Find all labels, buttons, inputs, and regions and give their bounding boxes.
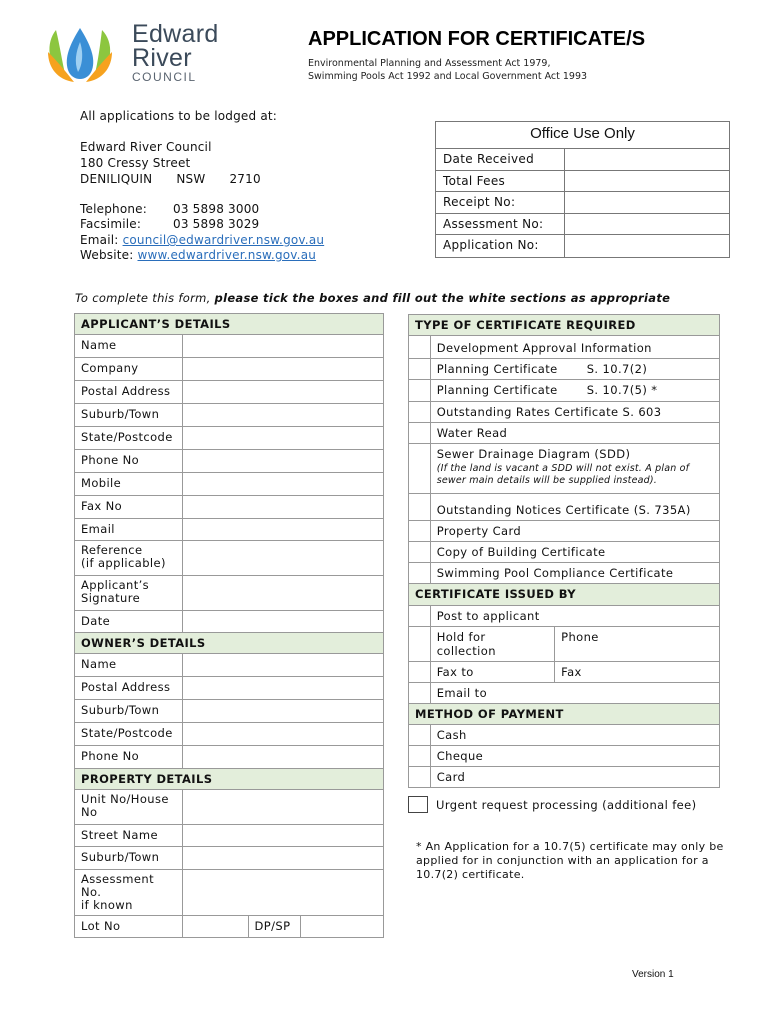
checkbox[interactable] <box>409 563 431 584</box>
state: NSW <box>176 172 206 186</box>
email-link[interactable]: council@edwardriver.nsw.gov.au <box>122 233 325 247</box>
reference-label-2: (if applicable) <box>81 556 166 570</box>
field-label: Postal Address <box>75 677 183 700</box>
telephone-label: Telephone: <box>80 202 147 216</box>
owner-postal-input[interactable] <box>182 677 383 700</box>
property-unit-input[interactable] <box>182 790 383 825</box>
urgent-checkbox[interactable] <box>408 796 428 813</box>
office-row-label: Total Fees <box>436 171 565 192</box>
checkbox[interactable] <box>409 402 431 423</box>
office-row <box>436 171 729 193</box>
fax-label: Facsimile: <box>80 217 142 231</box>
office-row <box>436 235 729 257</box>
checkbox[interactable] <box>409 606 431 627</box>
website-label: Website: <box>80 248 134 262</box>
property-street-input[interactable] <box>182 825 383 847</box>
email-line <box>80 232 324 248</box>
fax-small-label: Fax <box>561 665 582 679</box>
cert-option: Swimming Pool Compliance Certificate <box>430 563 719 584</box>
office-row <box>436 214 729 236</box>
field-label: Postal Address <box>75 381 183 404</box>
street-address: 180 Cressy Street <box>80 156 191 170</box>
applicant-postal-input[interactable] <box>182 381 383 404</box>
planning-section: S. 10.7(5) * <box>586 383 658 397</box>
field-label: State/Postcode <box>75 723 183 746</box>
checkbox[interactable] <box>409 725 431 746</box>
field-label <box>75 870 183 916</box>
hold-phone-input[interactable] <box>555 627 720 662</box>
issued-option: Email to <box>430 683 719 704</box>
logo-word-river: River <box>132 44 192 72</box>
field-label: Street Name <box>75 825 183 847</box>
planning-label: Planning Certificate <box>436 383 558 397</box>
applicant-fax-input[interactable] <box>182 496 383 519</box>
applicant-heading: APPLICANT’S DETAILS <box>75 314 384 335</box>
checkbox[interactable] <box>409 380 431 402</box>
applicant-email-input[interactable] <box>182 519 383 541</box>
phone-small-label: Phone <box>561 630 599 644</box>
checkbox[interactable] <box>409 683 431 704</box>
signature-label-2: Signature <box>81 591 141 605</box>
form-title: APPLICATION FOR CERTIFICATE/S <box>308 28 646 50</box>
field-label: Name <box>75 335 183 358</box>
field-label: Phone No <box>75 450 183 473</box>
cert-option: Outstanding Notices Certificate (S. 735A) <box>430 494 719 521</box>
field-label <box>75 541 183 576</box>
office-row <box>436 192 729 214</box>
field-label: Lot No <box>75 916 183 938</box>
field-label: Email <box>75 519 183 541</box>
checkbox[interactable] <box>409 494 431 521</box>
checkbox[interactable] <box>409 662 431 683</box>
payment-option: Cash <box>430 725 719 746</box>
issued-option: Fax to <box>430 662 554 683</box>
water-drop-leaf-icon <box>44 22 134 86</box>
field-label: Suburb/Town <box>75 404 183 427</box>
email-label: Email: <box>80 233 119 247</box>
office-row <box>436 149 729 171</box>
field-label: Suburb/Town <box>75 847 183 870</box>
signature-label-1: Applicant’s <box>81 578 150 592</box>
cert-option: Property Card <box>430 521 719 542</box>
field-label: Company <box>75 358 183 381</box>
fax-to-input[interactable] <box>555 662 720 683</box>
urgent-label: Urgent request processing (additional fee) <box>436 798 697 812</box>
sdd-note: (If the land is vacant a SDD will not exist. A plan of sewer main details will be supplied instead). <box>436 463 690 486</box>
applicant-company-input[interactable] <box>182 358 383 381</box>
logo-word-edward: Edward <box>132 20 219 48</box>
issued-option: Hold for collection <box>430 627 554 662</box>
certificate-table <box>408 314 720 788</box>
checkbox[interactable] <box>409 444 431 494</box>
logo-word-council: COUNCIL <box>132 70 197 84</box>
owner-state-input[interactable] <box>182 723 383 746</box>
city: DENILIQUIN <box>80 172 153 186</box>
checkbox[interactable] <box>409 521 431 542</box>
cert-option: Outstanding Rates Certificate S. 603 <box>430 402 719 423</box>
postcode: 2710 <box>229 172 261 186</box>
applicant-name-input[interactable] <box>182 335 383 358</box>
issued-heading: CERTIFICATE ISSUED BY <box>409 584 720 606</box>
office-row-label: Application No: <box>436 235 565 257</box>
property-lot-input[interactable] <box>182 916 248 938</box>
assess-label-1: Assessment No. <box>81 872 154 899</box>
checkbox[interactable] <box>409 423 431 444</box>
applicant-reference-input[interactable] <box>182 541 383 576</box>
payment-heading: METHOD OF PAYMENT <box>409 704 720 725</box>
assess-label-2: if known <box>81 898 133 912</box>
fax-line <box>80 216 259 232</box>
sdd-label: Sewer Drainage Diagram (SDD) <box>436 447 631 461</box>
fax-number: 03 5898 3029 <box>173 217 260 231</box>
owner-phone-input[interactable] <box>182 746 383 769</box>
website-line <box>80 247 316 263</box>
unit-label-2: No <box>81 805 98 819</box>
field-label: State/Postcode <box>75 427 183 450</box>
payment-option: Cheque <box>430 746 719 767</box>
checkbox[interactable] <box>409 627 431 662</box>
applicant-signature-input[interactable] <box>182 576 383 611</box>
field-label: Suburb/Town <box>75 700 183 723</box>
instructions-prefix: To complete this form, <box>75 291 215 305</box>
issued-option: Post to applicant <box>430 606 719 627</box>
field-label <box>75 790 183 825</box>
field-label: Fax No <box>75 496 183 519</box>
form-subtitle: Environmental Planning and Assessment Act 1979, Swimming Pools Act 1992 and Local Government Act 1993 <box>308 58 588 82</box>
applicant-date-input[interactable] <box>182 611 383 633</box>
telephone-line <box>80 201 259 217</box>
city-line <box>80 171 261 187</box>
cert-option: Water Read <box>430 423 719 444</box>
footnote: * An Application for a 10.7(5) certificate may only be applied for in conjunction with an application for a 10.7(2) certificate. <box>416 840 724 881</box>
planning-section: S. 10.7(2) <box>586 362 648 376</box>
lodge-intro: All applications to be lodged at: <box>80 109 278 123</box>
field-label: Phone No <box>75 746 183 769</box>
cert-option <box>430 380 719 402</box>
office-row-label: Assessment No: <box>436 214 565 235</box>
property-heading: PROPERTY DETAILS <box>75 769 384 790</box>
cert-option: Development Approval Information <box>430 336 719 359</box>
unit-label-1: Unit No/House <box>81 792 169 806</box>
instructions-bold: please tick the boxes and fill out the white sections as appropriate <box>214 291 671 305</box>
owner-name-input[interactable] <box>182 654 383 677</box>
reference-label-1: Reference <box>81 543 143 557</box>
field-label: Mobile <box>75 473 183 496</box>
dpsp-label: DP/SP <box>248 916 300 938</box>
checkbox[interactable] <box>409 746 431 767</box>
version-label: Version 1 <box>632 969 674 980</box>
field-label: Date <box>75 611 183 633</box>
form-instructions <box>75 291 670 305</box>
applicant-state-input[interactable] <box>182 427 383 450</box>
field-label: Name <box>75 654 183 677</box>
owner-suburb-input[interactable] <box>182 700 383 723</box>
applicant-mobile-input[interactable] <box>182 473 383 496</box>
council-logo <box>44 22 234 86</box>
office-row-label: Receipt No: <box>436 192 565 213</box>
property-dpsp-input[interactable] <box>300 916 383 938</box>
website-link[interactable]: www.edwardriver.nsw.gov.au <box>137 248 317 262</box>
checkbox[interactable] <box>409 359 431 380</box>
cert-option: Copy of Building Certificate <box>430 542 719 563</box>
field-label <box>75 576 183 611</box>
cert-option <box>430 359 719 380</box>
checkbox[interactable] <box>409 767 431 788</box>
cert-option <box>430 444 719 494</box>
checkbox[interactable] <box>409 542 431 563</box>
applicant-table <box>74 313 384 938</box>
office-row-label: Date Received <box>436 149 565 170</box>
certificate-heading: TYPE OF CERTIFICATE REQUIRED <box>409 315 720 336</box>
office-use-title: Office Use Only <box>436 122 729 149</box>
council-name: Edward River Council <box>80 140 212 154</box>
property-assessment-input[interactable] <box>182 870 383 916</box>
owner-heading: OWNER’S DETAILS <box>75 633 384 654</box>
applicant-phone-input[interactable] <box>182 450 383 473</box>
office-use-box <box>435 121 730 258</box>
payment-option: Card <box>430 767 719 788</box>
checkbox[interactable] <box>409 336 431 359</box>
planning-label: Planning Certificate <box>436 362 558 376</box>
telephone-number: 03 5898 3000 <box>173 202 260 216</box>
applicant-suburb-input[interactable] <box>182 404 383 427</box>
property-suburb-input[interactable] <box>182 847 383 870</box>
